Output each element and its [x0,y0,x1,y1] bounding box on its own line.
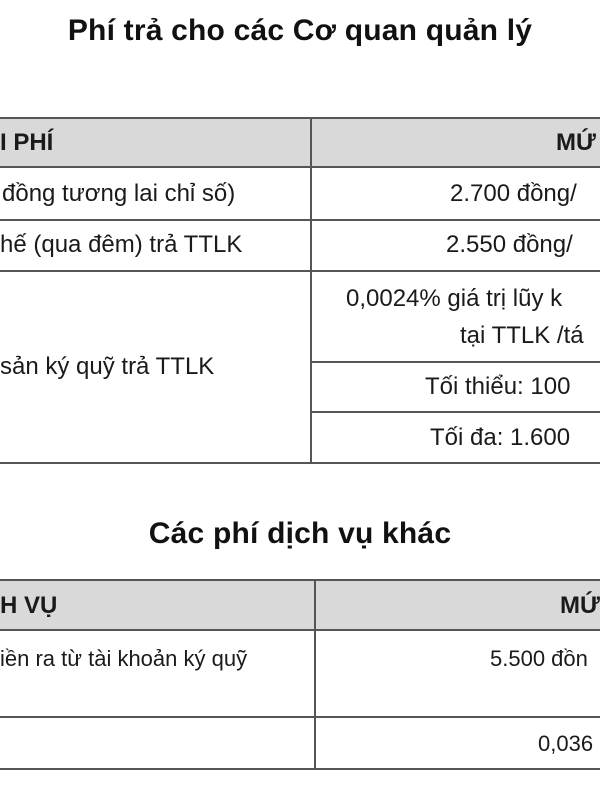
table-cell-service-amount: 0,036 [538,731,594,756]
table-cell-fee-amount: 2.550 đồng/ [446,231,573,258]
table-header-background [0,118,600,167]
table-cell-fee-amount-line1: 0,0024% giá trị lũy k [346,285,563,312]
row-divider [0,219,600,221]
header-service-name: H VỤ [0,592,58,619]
table-cell-fee-name: sản ký quỹ trả TTLK [0,353,215,380]
table-border-bottom [0,768,600,770]
table-cell-fee-maximum: Tối đa: 1.600 [430,424,571,451]
table-cell-fee-amount: 2.700 đồng/ [450,180,577,207]
column-divider [314,579,316,770]
sub-row-divider [312,361,600,363]
header-fee-name: I PHÍ [0,129,54,156]
table-border-top [0,117,600,119]
row-divider [0,629,600,631]
row-divider [0,716,600,718]
section-title-other-service-fees: Các phí dịch vụ khác [148,517,452,550]
section-title-regulator-fees: Phí trả cho các Cơ quan quản lý [67,14,533,47]
table-header-background [0,580,600,630]
table-cell-fee-name: hế (qua đêm) trả TTLK [0,231,243,258]
table-cell-service-amount: 5.500 đồn [490,646,588,671]
row-divider [0,270,600,272]
header-fee-amount: MỨ [556,129,596,156]
table-cell-fee-minimum: Tối thiểu: 100 [425,373,571,400]
row-divider [0,166,600,168]
table-cell-service-name: iền ra từ tài khoản ký quỹ [0,646,248,671]
header-service-amount: MỨ [560,592,600,619]
sub-row-divider [312,411,600,413]
table-cell-fee-amount-line2: tại TTLK /tá [460,322,584,349]
table-cell-fee-name: đồng tương lai chỉ số) [2,180,236,207]
table-border-top [0,579,600,581]
table-border-bottom [0,462,600,464]
